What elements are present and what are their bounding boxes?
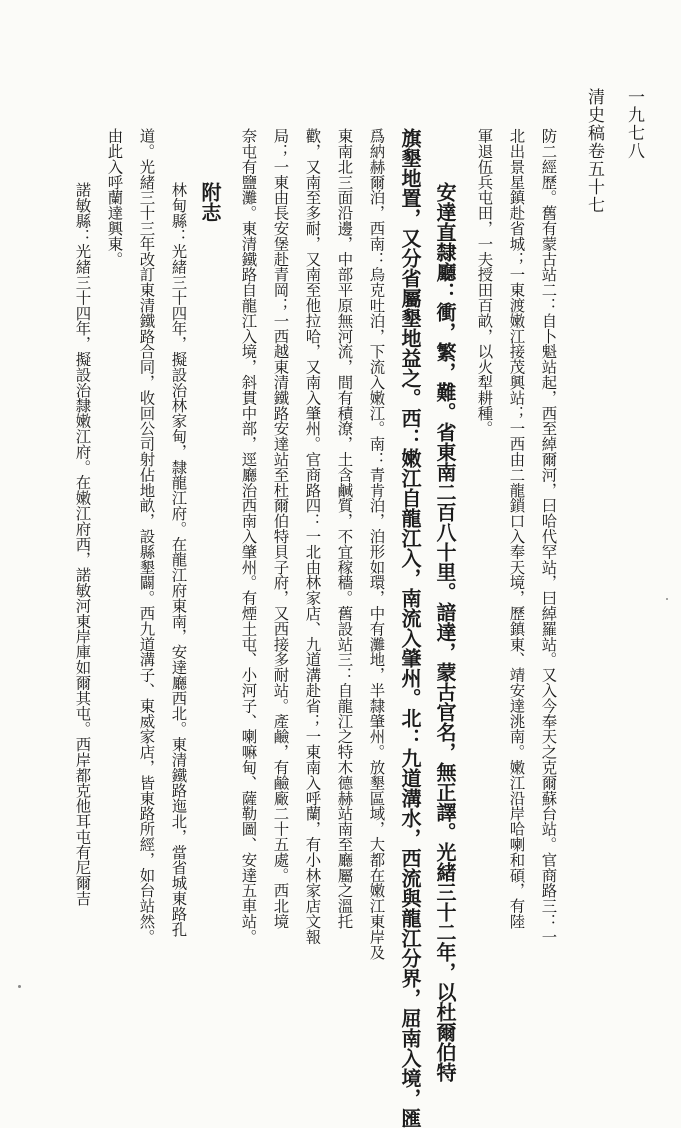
scan-speck bbox=[666, 598, 668, 600]
text-column: 防二經歷。舊有蒙古站二：自卜魁站起，西至綽爾河，曰哈代罕站，曰綽羅站。又入今奉天之克爾蘇台站。官商路三：一 bbox=[539, 128, 558, 945]
appendix-heading: 附志 bbox=[198, 182, 222, 222]
text-column: 歡，又南至多耐，又南至他拉哈，又南入肇州。官商路四：一北由林家店、九道溝赴省；一東南入呼蘭，有小林家店文報 bbox=[303, 128, 322, 945]
section-heading-anda: 安達直隸廳：衝，繁，難。省東南二百八十里。諳達，蒙古官名，無正譯。光緒三十二年，以杜爾伯特 bbox=[433, 182, 457, 1082]
scan-speck bbox=[18, 985, 21, 988]
text-column: 林甸縣：光緒三十四年，擬設治林家甸，隸龍江府。在龍江府東南，安達廳西北。東清鐵路迤北，當省城東路孔 bbox=[169, 182, 188, 937]
text-column: 東南北三面沿邊，中部平原無河流，間有積潦，土含鹹質，不宜稼穡。舊設站三：自龍江之特木德赫站南至廳屬之溫托 bbox=[335, 128, 354, 929]
text-column: 由此入呼蘭達興東。 bbox=[105, 128, 124, 267]
text-column: 局；一東由長安堡赴青岡；一西越東清鐵路安達站至杜爾伯特貝子府，又西接多耐站。產鹼，有鹼廠二十五處。西北境 bbox=[271, 128, 290, 929]
text-column: 諾敏縣：光緒三十四年，擬設治隸嫩江府。在嫩江府西，諾敏河東岸庫如爾其屯。西岸都克他耳屯有尼爾吉 bbox=[73, 182, 92, 906]
page-number: 一九七八 bbox=[624, 88, 644, 160]
text-column: 旗墾地置，又分省屬墾地益之。西：嫩江自龍江入，南流入肇州。北：九道溝水，西流與龍江分界，屈南入境，匯 bbox=[398, 128, 422, 1128]
text-column: 道。光緒三十三年改訂東清鐵路合同，收回公司射佔地畝，設縣墾闢。西九道溝子、東威家店，皆東路所經，如台站然。 bbox=[137, 128, 156, 945]
chapter-title: 清史稿卷五十七 bbox=[584, 88, 604, 214]
text-column: 爲納赫爾泊，西南：烏克吐泊，下流入嫩江。南：青肯泊，泊形如環，中有灘地，半隸肇州。放墾區域，大都在嫩江東岸及 bbox=[367, 128, 386, 960]
text-column: 軍退伍兵屯田，一夫授田百畝，以火犁耕種。 bbox=[475, 128, 494, 436]
text-column: 北出景星鎮赴省城；一東渡嫩江接茂興站；一西由二龍鎖口入奉天境，歷鎮東、靖安達洮南。嫩江沿岸哈喇和碩，有陸 bbox=[507, 128, 526, 929]
text-column: 奈屯有鹽灘。東清鐵路自龍江入境，斜貫中部，逕廳治西南入肇州。有煙土屯、小河子、喇嘛甸、薩勒圖、安達五車站。 bbox=[239, 128, 258, 945]
